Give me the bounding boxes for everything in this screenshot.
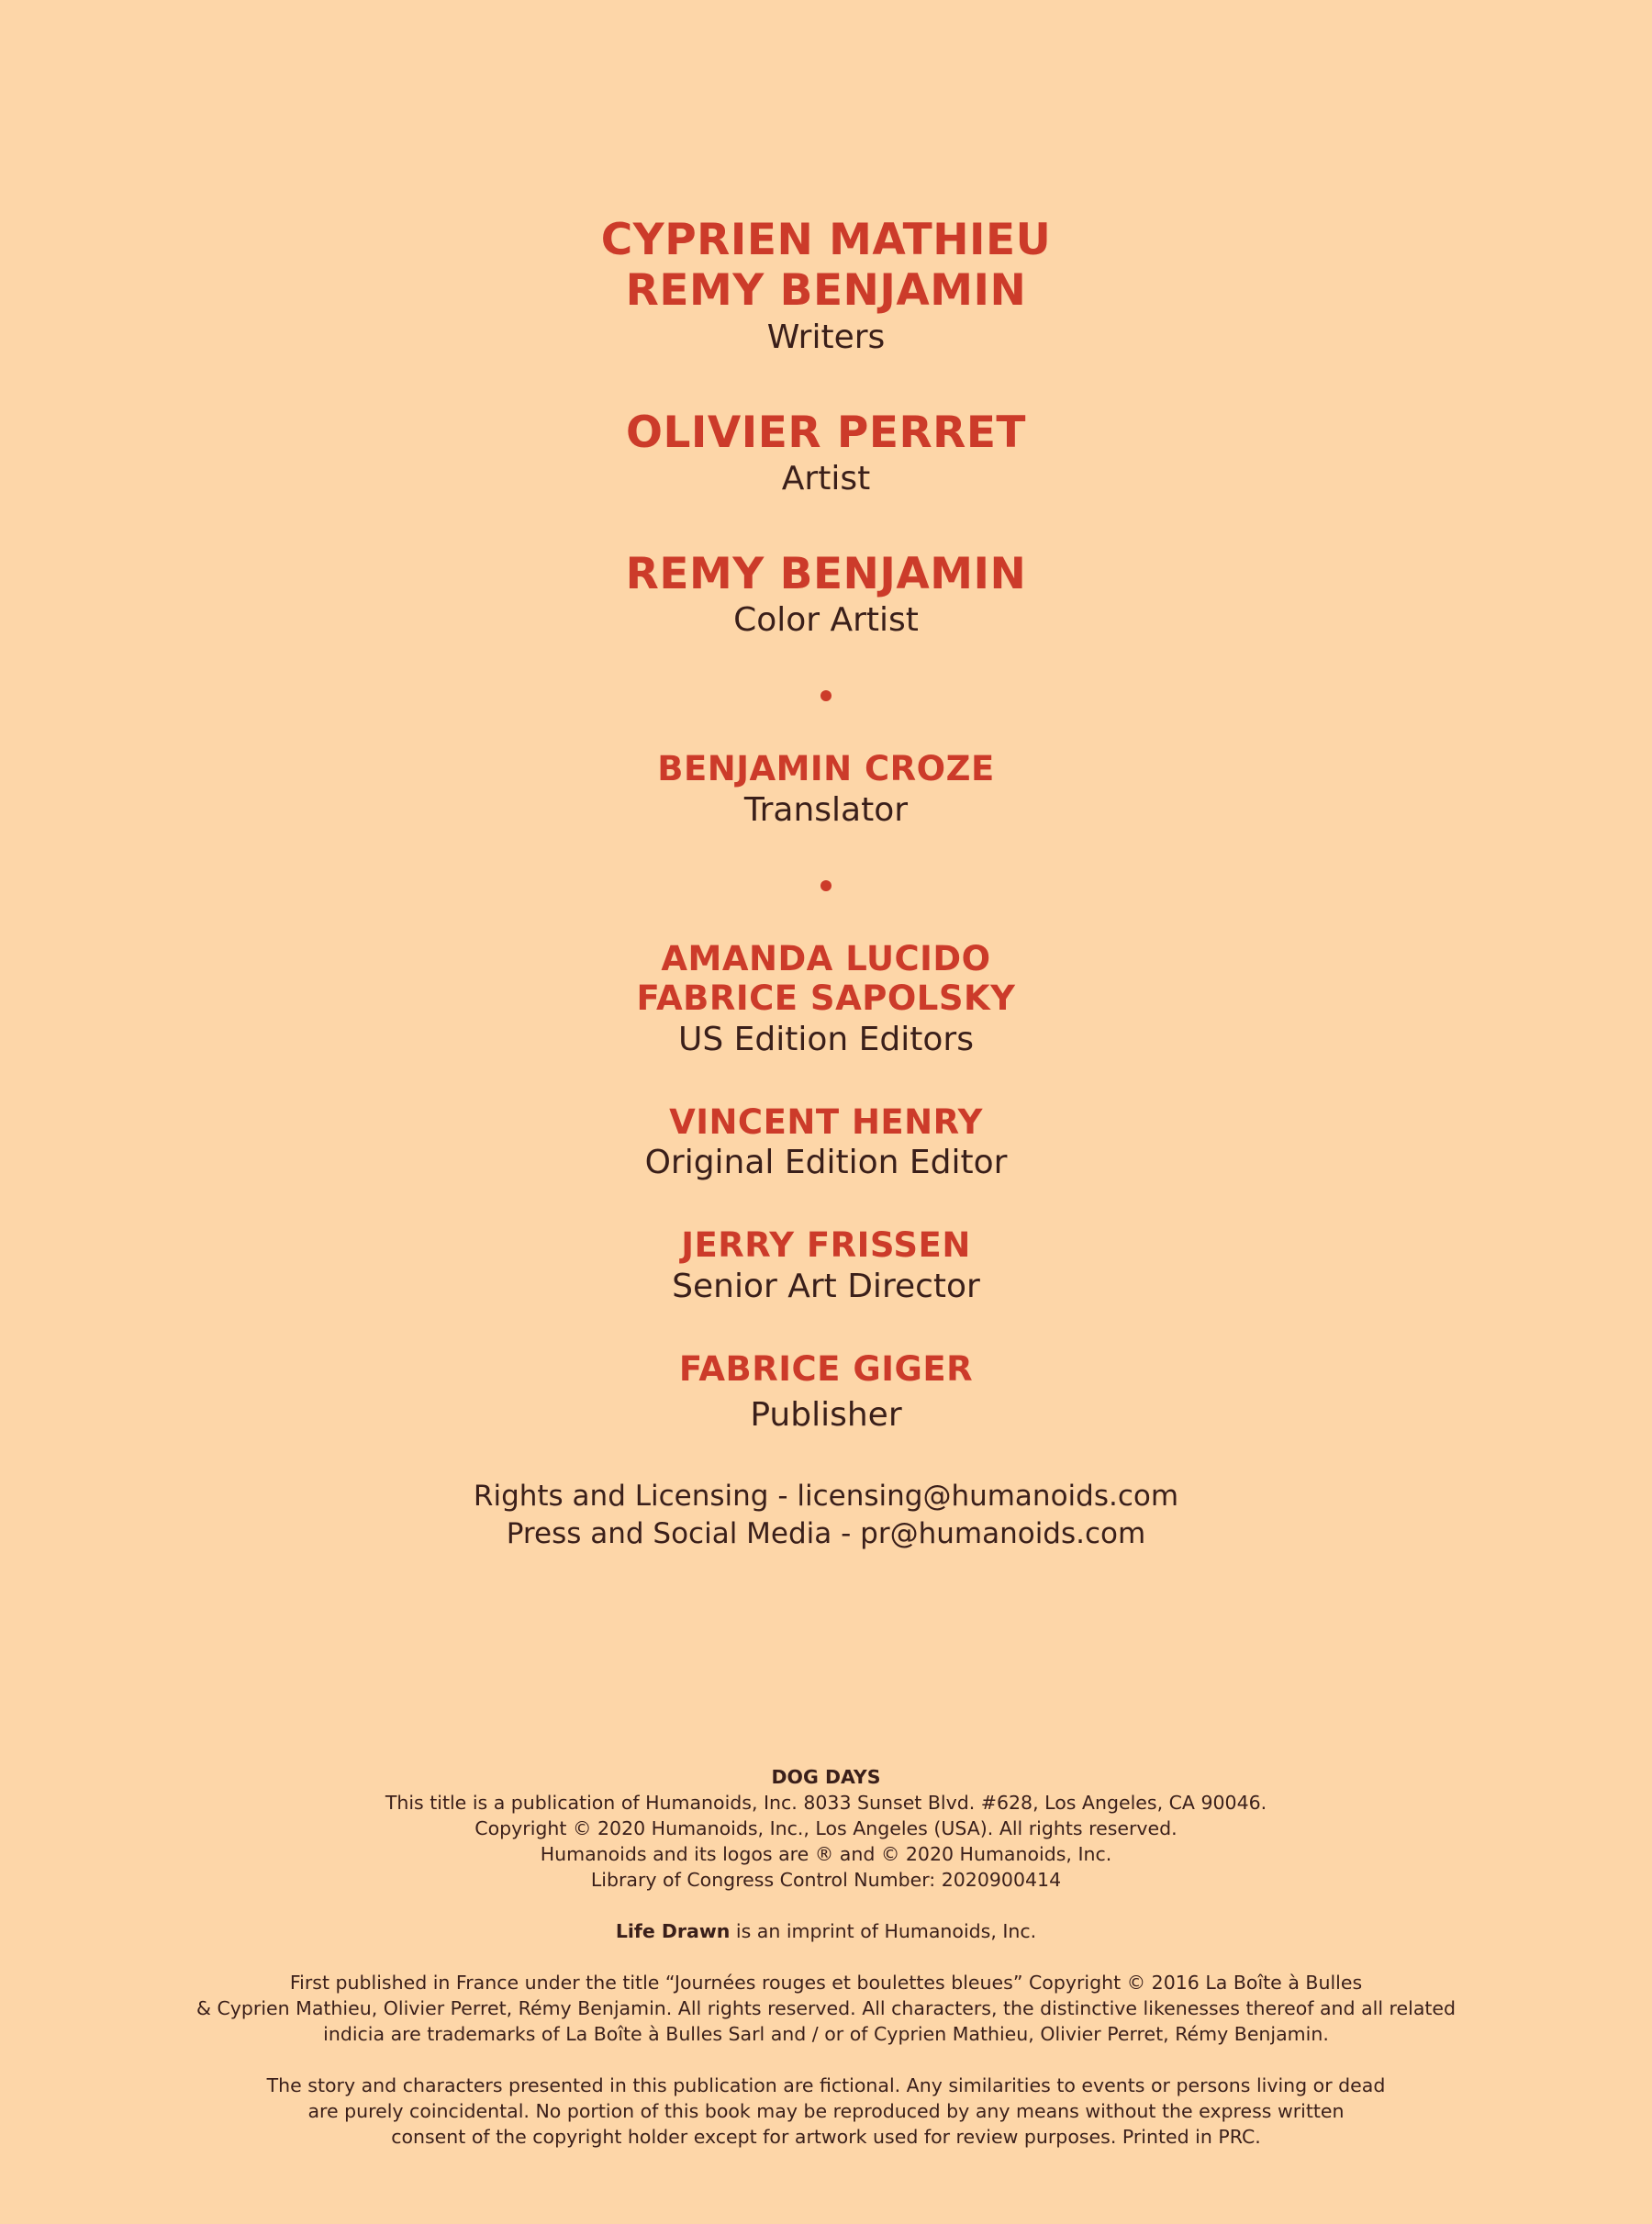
loc-line: Library of Congress Control Number: 2020900414 [590, 1869, 1062, 1891]
separator-dot [820, 690, 832, 701]
us-editors-credit [0, 939, 1652, 1062]
translator-name: BENJAMIN CROZE [657, 749, 995, 789]
publisher-name: FABRICE GIGER [678, 1348, 974, 1389]
art-director-credit [0, 1225, 1652, 1308]
color-artist-credit [0, 549, 1652, 643]
publisher-role: Publisher [750, 1396, 902, 1435]
publication-info [0, 1764, 1652, 1893]
contact-info [0, 1478, 1652, 1553]
writers-credit [0, 215, 1652, 360]
imprint-text: is an imprint of Humanoids, Inc. [730, 1920, 1037, 1942]
licensing-contact: Rights and Licensing - licensing@humanoids.com [473, 1480, 1179, 1514]
trademark-line: Humanoids and its logos are ® and © 2020 Humanoids, Inc. [540, 1843, 1112, 1865]
first-published-info [0, 1970, 1652, 2047]
disclaimer-line: are purely coincidental. No portion of this book may be reproduced by any means without the express written [307, 2100, 1345, 2122]
disclaimer-info [0, 2073, 1652, 2150]
imprint-name: Life Drawn [615, 1920, 731, 1942]
disclaimer-line: The story and characters presented in this publication are fictional. Any similarities to events or persons living or dead [266, 2074, 1386, 2096]
legal-notice [0, 1764, 1652, 2175]
artist-name: OLIVIER PERRET [625, 407, 1026, 458]
translator-credit [0, 749, 1652, 832]
art-director-name: JERRY FRISSEN [681, 1225, 971, 1266]
writer-name-2: REMY BENJAMIN [625, 265, 1027, 317]
color-artist-name: REMY BENJAMIN [625, 548, 1027, 599]
original-editor-name: VINCENT HENRY [669, 1101, 983, 1142]
imprint-info [0, 1918, 1652, 1944]
writer-name-1: CYPRIEN MATHIEU [600, 215, 1052, 265]
separator-dot [820, 880, 832, 891]
first-published-line: & Cyprien Mathieu, Olivier Perret, Rémy Benjamin. All rights reserved. All characters, the distinctive likenesses thereof and all related [195, 1997, 1457, 2019]
first-published-line: indicia are trademarks of La Boîte à Bulles Sarl and / or of Cyprien Mathieu, Olivier Perret, Rémy Benjamin. [323, 2023, 1329, 2045]
imprint-line [0, 1918, 1652, 1944]
publication-line: This title is a publication of Humanoids, Inc. 8033 Sunset Blvd. #628, Los Angeles, CA 90046. [385, 1792, 1267, 1814]
press-contact: Press and Social Media - pr@humanoids.com [506, 1517, 1146, 1551]
artist-role: Artist [781, 460, 871, 498]
credits-section [0, 215, 1652, 1553]
art-director-role: Senior Art Director [672, 1267, 980, 1305]
book-title: DOG DAYS [771, 1766, 881, 1788]
us-editor-name-2: FABRICE SAPOLSKY [636, 978, 1016, 1019]
artist-credit [0, 408, 1652, 501]
publisher-credit [0, 1349, 1652, 1437]
color-artist-role: Color Artist [733, 601, 919, 640]
first-published-line: First published in France under the title “Journées rouges et boulettes bleues” Copyright © 2016 La Boîte à Bulles [289, 1972, 1363, 1994]
original-editor-credit [0, 1102, 1652, 1185]
us-editors-role: US Edition Editors [678, 1020, 974, 1058]
disclaimer-line: consent of the copyright holder except for artwork used for review purposes. Printed in PRC. [391, 2126, 1261, 2148]
original-editor-role: Original Edition Editor [644, 1144, 1008, 1182]
writers-role: Writers [766, 318, 886, 356]
copyright-line: Copyright © 2020 Humanoids, Inc., Los Angeles (USA). All rights reserved. [474, 1817, 1178, 1839]
translator-role: Translator [743, 790, 909, 829]
us-editor-name-1: AMANDA LUCIDO [661, 938, 991, 978]
